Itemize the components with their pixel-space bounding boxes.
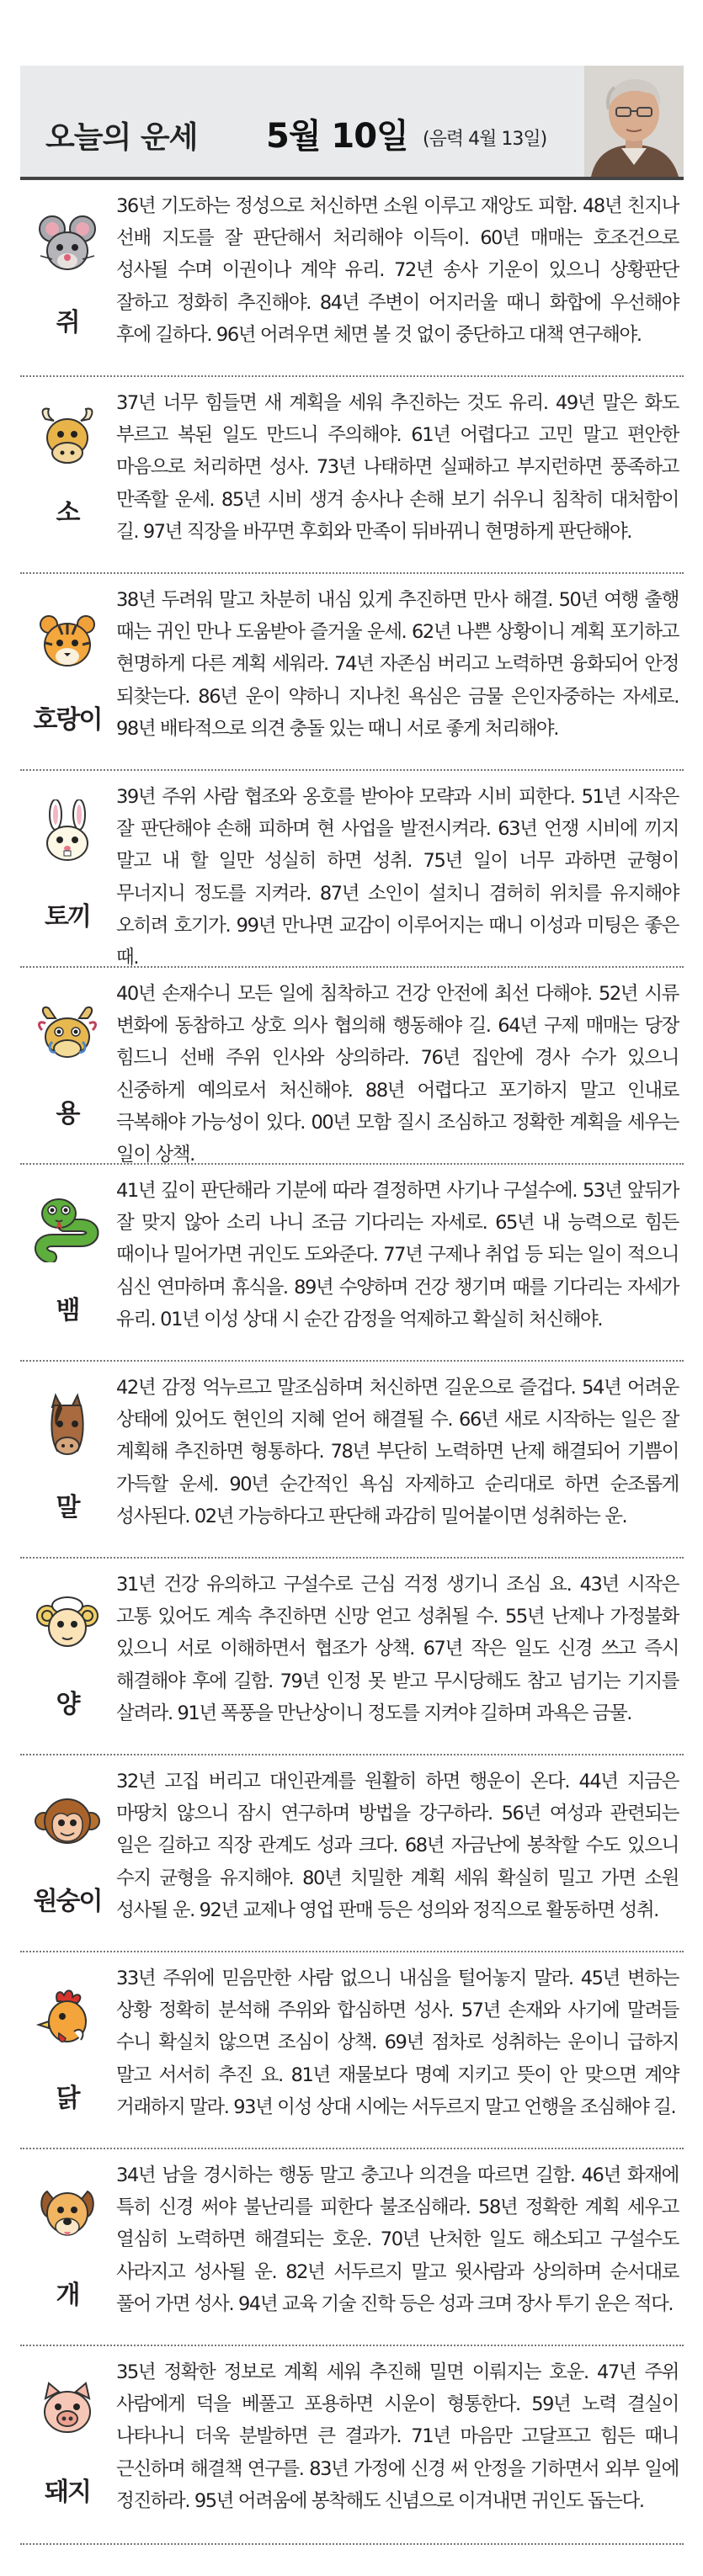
sign-name-rabbit: 토끼 xyxy=(45,902,90,932)
fortune-row-dragon xyxy=(20,969,684,1166)
row-divider xyxy=(20,375,684,377)
date-label: 5월 10일 xyxy=(266,117,408,156)
row-divider xyxy=(20,966,684,968)
sign-name-dragon: 용 xyxy=(56,1099,79,1129)
rat-icon xyxy=(34,212,101,279)
fortune-row-sheep xyxy=(20,1560,684,1752)
page-title: 오늘의 운세 xyxy=(45,120,198,155)
sign-name-horse: 말 xyxy=(56,1493,79,1522)
header-bar xyxy=(20,66,684,177)
sign-name-sheep: 양 xyxy=(56,1690,79,1719)
sign-name-dog: 개 xyxy=(56,2281,79,2310)
sign-name-pig: 돼지 xyxy=(45,2478,90,2507)
horse-icon xyxy=(34,1392,101,1459)
sign-name-ox: 소 xyxy=(56,498,79,528)
fortune-text-horse: 42년 감정 억누르고 말조심하며 처신하면 길운으로 즐겁다. 54년 어려운 상태에 있어도 현인의 지혜 얻어 해결될 수. 66년 새로 시작하는 일은 잘 계획해 추진하면 형통하다. 78년 부단히 노력하면 난제 해결되어 기쁨이 가득할 운세. 90년 순간적인 욕심 자제하고 순리대로 하면 순조롭게 성사된다. 02년 가능하다고 판단해 과감히 밀어붙이면 성취하는 운. xyxy=(116,1377,679,1527)
header-divider xyxy=(20,177,684,180)
monkey-icon xyxy=(34,1787,101,1855)
fortune-text-tiger: 38년 두려워 말고 차분히 내심 있게 추진하면 만사 해결. 50년 여행 출행 때는 귀인 만나 도움받아 즐거울 운세. 62년 나쁜 상황이니 계획 포기하고 현명하게 다른 계획 세워라. 74년 자존심 버리고 노력하면 융화되어 안정 되찾는다. 86년 운이 약하니 지나친 욕심은 금물 은인자중하는 자세로. 98년 배타적으로 의견 충돌 있는 때니 서로 좋게 처리해야. xyxy=(116,589,679,740)
dragon-icon xyxy=(34,1000,101,1067)
row-divider xyxy=(20,1754,684,1755)
rabbit-icon xyxy=(34,799,101,867)
row-divider xyxy=(20,2345,684,2346)
fortune-row-monkey xyxy=(20,1757,684,1949)
row-divider xyxy=(20,769,684,771)
tiger-icon xyxy=(34,609,101,677)
fortune-text-snake: 41년 깊이 판단해라 기분에 따라 결정하면 사기나 구설수에. 53년 앞뒤가 잘 맞지 않아 소리 나니 조금 기다리는 자세로. 65년 내 능력으로 힘든 때이나 밀어가면 귀인도 도와준다. 77년 구제나 취업 등 되는 일이 적으니 심신 연마하며 휴식을. 89년 수양하며 건강 챙기며 때를 기다리는 자세가 유리. 01년 이성 상대 시 순간 감정을 억제하고 확실히 처신해야. xyxy=(116,1180,679,1330)
rooster-icon xyxy=(34,1984,101,2052)
row-divider xyxy=(20,1163,684,1165)
fortune-text-dragon: 40년 손재수니 모든 일에 침착하고 건강 안전에 최선 다해야. 52년 시류 변화에 동참하고 상호 의사 협의해 행동해야 길. 64년 구제 매매는 당장 힘드니 선배 주위 인사와 상의하라. 76년 집안에 경사 수가 있으니 신중하게 예의로서 처신해야. 88년 어렵다고 포기하지 말고 인내로 극복해야 가능성이 있다. 00년 모함 질시 조심하고 정확한 계획을 세우는 일이 상책. xyxy=(116,983,679,1166)
fortune-row-rat xyxy=(20,182,684,374)
fortune-row-rabbit xyxy=(20,773,684,969)
sign-name-rooster: 닭 xyxy=(56,2084,79,2113)
fortune-row-snake xyxy=(20,1166,684,1358)
sign-name-monkey: 원숭이 xyxy=(33,1887,102,1916)
row-divider xyxy=(20,2543,684,2545)
fortune-row-rooster xyxy=(20,1954,684,2146)
row-divider xyxy=(20,1557,684,1559)
fortune-text-rabbit: 39년 주위 사람 협조와 옹호를 받아야 모략과 시비 피한다. 51년 시작은 잘 판단해야 손해 피하며 현 사업을 발전시켜라. 63년 언쟁 시비에 끼지 말고 내 할 일만 성실히 하면 성취. 75년 일이 너무 과하면 균형이 무너지니 정도를 지켜라. 87년 소인이 설치니 겸허히 위치를 유지해야 오히려 호기가. 99년 만나면 교감이 이루어지는 때니 이성과 미팅은 좋은 때. xyxy=(116,786,679,969)
fortune-text-monkey: 32년 고집 버리고 대인관계를 원활히 하면 행운이 온다. 44년 지금은 마땅치 않으니 잠시 연구하며 방법을 강구하라. 56년 여성과 관련되는 일은 길하고 직장 관계도 성과 크다. 68년 자금난에 봉착할 수도 있으니 수지 균형을 유지해야. 80년 치밀한 계획 세워 확실히 밀고 가면 소원 성사될 운. 92년 교제나 영업 판매 등은 성의와 정직으로 활동하면 성취. xyxy=(116,1771,679,1921)
fortune-text-dog: 34년 남을 경시하는 행동 말고 충고나 의견을 따르면 길함. 46년 화재에 특히 신경 써야 불난리를 피한다 불조심해라. 58년 정확한 계획 세우고 열심히 노력하면 해결되는 호운. 70년 난처한 일도 해소되고 구설수도 사라지고 성사될 운. 82년 서두르지 말고 윗사람과 상의하며 순서대로 풀어 가면 성사. 94년 교육 기술 진학 등은 성과 크며 장사 투기 운은 적다. xyxy=(116,2164,679,2315)
row-divider xyxy=(20,1360,684,1362)
sign-name-snake: 뱀 xyxy=(56,1296,79,1325)
fortune-row-tiger xyxy=(20,576,684,767)
columnist-portrait xyxy=(584,66,684,177)
fortune-text-ox: 37년 너무 힘들면 새 계획을 세워 추진하는 것도 유리. 49년 말은 화도 부르고 복된 일도 만드니 주의해야. 61년 어렵다고 고민 말고 편안한 마음으로 처리하면 성사. 73년 나태하면 실패하고 부지런하면 풍족하고 만족할 운세. 85년 시비 생겨 송사나 손해 보기 쉬우니 침착히 대처함이 길. 97년 직장을 바꾸면 후회와 만족이 뒤바뀌니 현명하게 판단해야. xyxy=(116,392,679,543)
sheep-icon xyxy=(34,1589,101,1656)
dog-icon xyxy=(34,2180,101,2247)
fortune-text-rooster: 33년 주위에 믿음만한 사람 없으니 내심을 털어놓지 말라. 45년 변하는 상황 정확히 분석해 주위와 합심하면 성사. 57년 손재와 사기에 말려들 수니 확실치 않으면 조심이 상책. 69년 점차로 성취하는 운이니 급하지 말고 서서히 추진 요. 81년 재물보다 명예 지키고 뜻이 안 맞으면 계약 거래하지 말라. 93년 이성 상대 시에는 서두르지 말고 언행을 조심해야 길. xyxy=(116,1968,679,2118)
pig-icon xyxy=(34,2377,101,2444)
row-divider xyxy=(20,572,684,574)
fortune-row-pig xyxy=(20,2348,684,2540)
sign-name-rat: 쥐 xyxy=(56,308,79,337)
fortune-text-pig: 35년 정확한 정보로 계획 세워 추진해 밀면 이뤄지는 호운. 47년 주위 사람에게 덕을 베풀고 포용하면 시운이 형통한다. 59년 노력 결실이 나타나니 더욱 분발하면 큰 결과가. 71년 마음만 고달프고 힘든 때니 근신하며 해결책 연구를. 83년 가정에 신경 써 안정을 기하면서 외부 일에 정진하라. 95년 어려움에 봉착해도 신념으로 이겨내면 귀인도 돕는다. xyxy=(116,2361,679,2512)
lunar-date-label: (음력 4월 13일) xyxy=(423,129,547,150)
row-divider xyxy=(20,1951,684,1952)
ox-icon xyxy=(34,404,101,471)
snake-icon xyxy=(34,1195,101,1262)
fortune-text-rat: 36년 기도하는 정성으로 처신하면 소원 이루고 재앙도 피함. 48년 친지나 선배 지도를 잘 판단해서 처리해야 이득이. 60년 매매는 호조건으로 성사될 수며 이권이나 계약 유리. 72년 송사 기운이 있으니 상황판단 잘하고 정화히 추진해야. 84년 주변이 어지러울 때니 화합에 우선해야 후에 길하다. 96년 어려우면 체면 볼 것 없이 중단하고 대책 연구해야. xyxy=(116,195,679,346)
fortune-row-ox xyxy=(20,379,684,571)
fortune-row-horse xyxy=(20,1363,684,1555)
sign-name-tiger: 호랑이 xyxy=(33,705,102,735)
fortune-text-sheep: 31년 건강 유의하고 구설수로 근심 걱정 생기니 조심 요. 43년 시작은 고통 있어도 계속 추진하면 신망 얻고 성취될 수. 55년 난제나 가정불화 있으니 서로 이해하면서 협조가 상책. 67년 작은 일도 신경 쓰고 즉시 해결해야 후에 길함. 79년 인정 못 받고 무시당해도 참고 넘기는 기지를 살려라. 91년 폭풍을 만난상이니 정도를 지켜야 길하며 과욕은 금물. xyxy=(116,1574,679,1724)
fortune-row-dog xyxy=(20,2151,684,2343)
row-divider xyxy=(20,2148,684,2149)
